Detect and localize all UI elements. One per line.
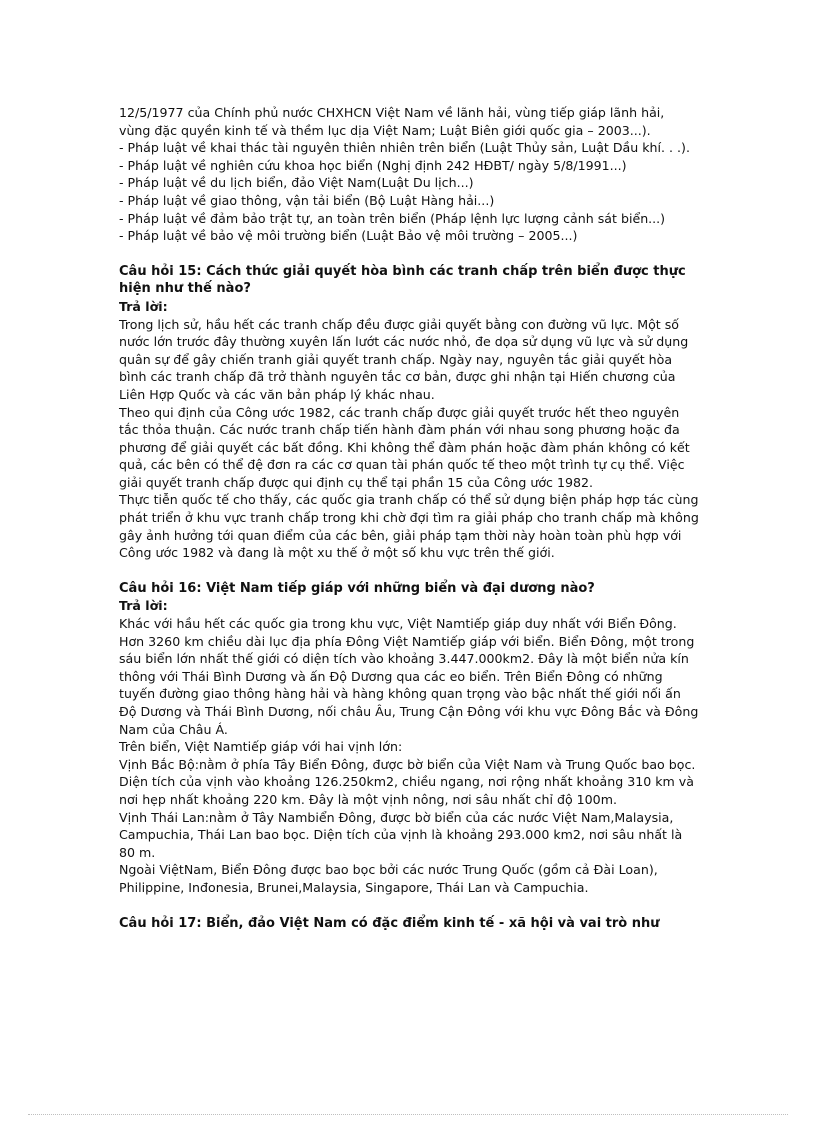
answer-paragraph: Vịnh Bắc Bộ:nằm ở phía Tây Biển Đông, được bờ biển của Việt Nam và Trung Quốc bao bọc. Diện tích của vịnh vào khoảng 126.250km2, chiều ngang, nơi rộng nhất khoảng 310 km và nơi hẹp nhất khoảng 220 km. Đây là một vịnh nông, nơi sâu nhất chỉ độ 100m. — [119, 756, 696, 807]
law-list-item: - Pháp luật về du lịch biển, đảo Việt Nam(Luật Du lịch...) — [119, 175, 474, 191]
answer-label: Trả lời: — [119, 298, 168, 314]
answer-label: Trả lời: — [119, 598, 168, 614]
law-list-item: - Pháp luật về đảm bảo trật tự, an toàn trên biển (Pháp lệnh lực lượng cảnh sát biển...) — [119, 210, 666, 226]
answer-paragraph: Trên biển, Việt Namtiếp giáp với hai vịnh lớn: — [119, 739, 403, 755]
section-spacer — [119, 562, 699, 580]
answer-paragraph: Khác với hầu hết các quốc gia trong khu vực, Việt Namtiếp giáp duy nhất với Biển Đông. Hơn 3260 km chiều dài lục địa phía Đông Việt Namtiếp giáp với biển. Biển Đông, một trong sáu biển lớn nhất thế giới có diện tích vào khoảng 3.447.000km2. Đây là một biển nửa kín thông với Thái Bình Dương và ấn Độ Dương qua các eo biển. Trên Biển Đông có những tuyến đường giao thông hàng hải và hàng không quan trọng vào bậc nhất thế giới nối ấn Độ Dương và Thái Bình Dương, nối châu Âu, Trung Cận Đông với khu vực Đông Bắc và Đông Nam của Châu Á. — [119, 616, 699, 737]
document-body — [119, 104, 699, 932]
section-spacer — [119, 897, 699, 915]
page-bottom-rule — [28, 1114, 788, 1115]
question-17-heading: Câu hỏi 17: Biển, đảo Việt Nam có đặc điểm kinh tế - xã hội và vai trò như — [119, 915, 660, 931]
answer-paragraph: Ngoài ViệtNam, Biển Đông được bao bọc bởi các nước Trung Quốc (gồm cả Đài Loan), Philippine, Inđonesia, Brunei,Malaysia, Singapore, Thái Lan và Campuchia. — [119, 862, 658, 895]
law-list-item: - Pháp luật về bảo vệ môi trường biển (Luật Bảo vệ môi trường – 2005...) — [119, 228, 578, 244]
law-list-item: - Pháp luật về khai thác tài nguyên thiên nhiên trên biển (Luật Thủy sản, Luật Dầu khí. . .). — [119, 140, 690, 156]
section-spacer — [119, 245, 699, 263]
intro-paragraph: 12/5/1977 của Chính phủ nước CHXHCN Việt Nam về lãnh hải, vùng tiếp giáp lãnh hải, vùng đặc quyền kinh tế và thềm lục dịa Việt Nam; Luật Biên giới quốc gia – 2003...). — [119, 105, 665, 138]
question-15-heading: Câu hỏi 15: Cách thức giải quyết hòa bình các tranh chấp trên biển được thực hiện như thế nào? — [119, 263, 686, 297]
law-list-item: - Pháp luật về nghiên cứu khoa học biển (Nghị định 242 HĐBT/ ngày 5/8/1991...) — [119, 157, 627, 173]
answer-paragraph: Trong lịch sử, hầu hết các tranh chấp đều được giải quyết bằng con đường vũ lực. Một số nước lớn trước đây thường xuyên lấn lướt các nước nhỏ, đe dọa sử dụng vũ lực và sử dụng quân sự để gây chiến tranh giải quyết tranh chấp. Ngày nay, nguyên tắc giải quyết hòa bình các tranh chấp đã trở thành nguyên tắc cơ bản, được ghi nhận tại Hiến chương của Liên Hợp Quốc và các văn bản pháp lý khác nhau. — [119, 316, 689, 402]
answer-paragraph: Thực tiễn quốc tế cho thấy, các quốc gia tranh chấp có thể sử dụng biện pháp hợp tác cùng phát triển ở khu vực tranh chấp trong khi chờ đợi tìm ra giải pháp cho tranh chấp mà không gây ảnh hưởng tới quan điểm của các bên, giải pháp tạm thời này hoàn toàn phù hợp với Công ước 1982 và đang là một xu thế ở một số khu vực trên thế giới. — [119, 492, 699, 561]
answer-paragraph: Theo qui định của Công ước 1982, các tranh chấp được giải quyết trước hết theo nguyên tắc thỏa thuận. Các nước tranh chấp tiến hành đàm phán với nhau song phương hoặc đa phương để giải quyết các bất đồng. Khi không thể đàm phán hoặc đàm phán không có kết quả, các bên có thể đệ đơn ra các cơ quan tài phán quốc tế theo một trình tự cụ thể. Việc giải quyết tranh chấp được qui định cụ thể tại phần 15 của Công ước 1982. — [119, 404, 690, 490]
law-list-item: - Pháp luật về giao thông, vận tải biển (Bộ Luật Hàng hải...) — [119, 192, 495, 208]
question-16-heading: Câu hỏi 16: Việt Nam tiếp giáp với những biển và đại dương nào? — [119, 580, 595, 596]
answer-paragraph: Vịnh Thái Lan:nằm ở Tây Nambiển Đông, được bờ biển của các nước Việt Nam,Malaysia, Campuchia, Thái Lan bao bọc. Diện tích của vịnh là khoảng 293.000 km2, nơi sâu nhất là 80 m. — [119, 809, 683, 860]
